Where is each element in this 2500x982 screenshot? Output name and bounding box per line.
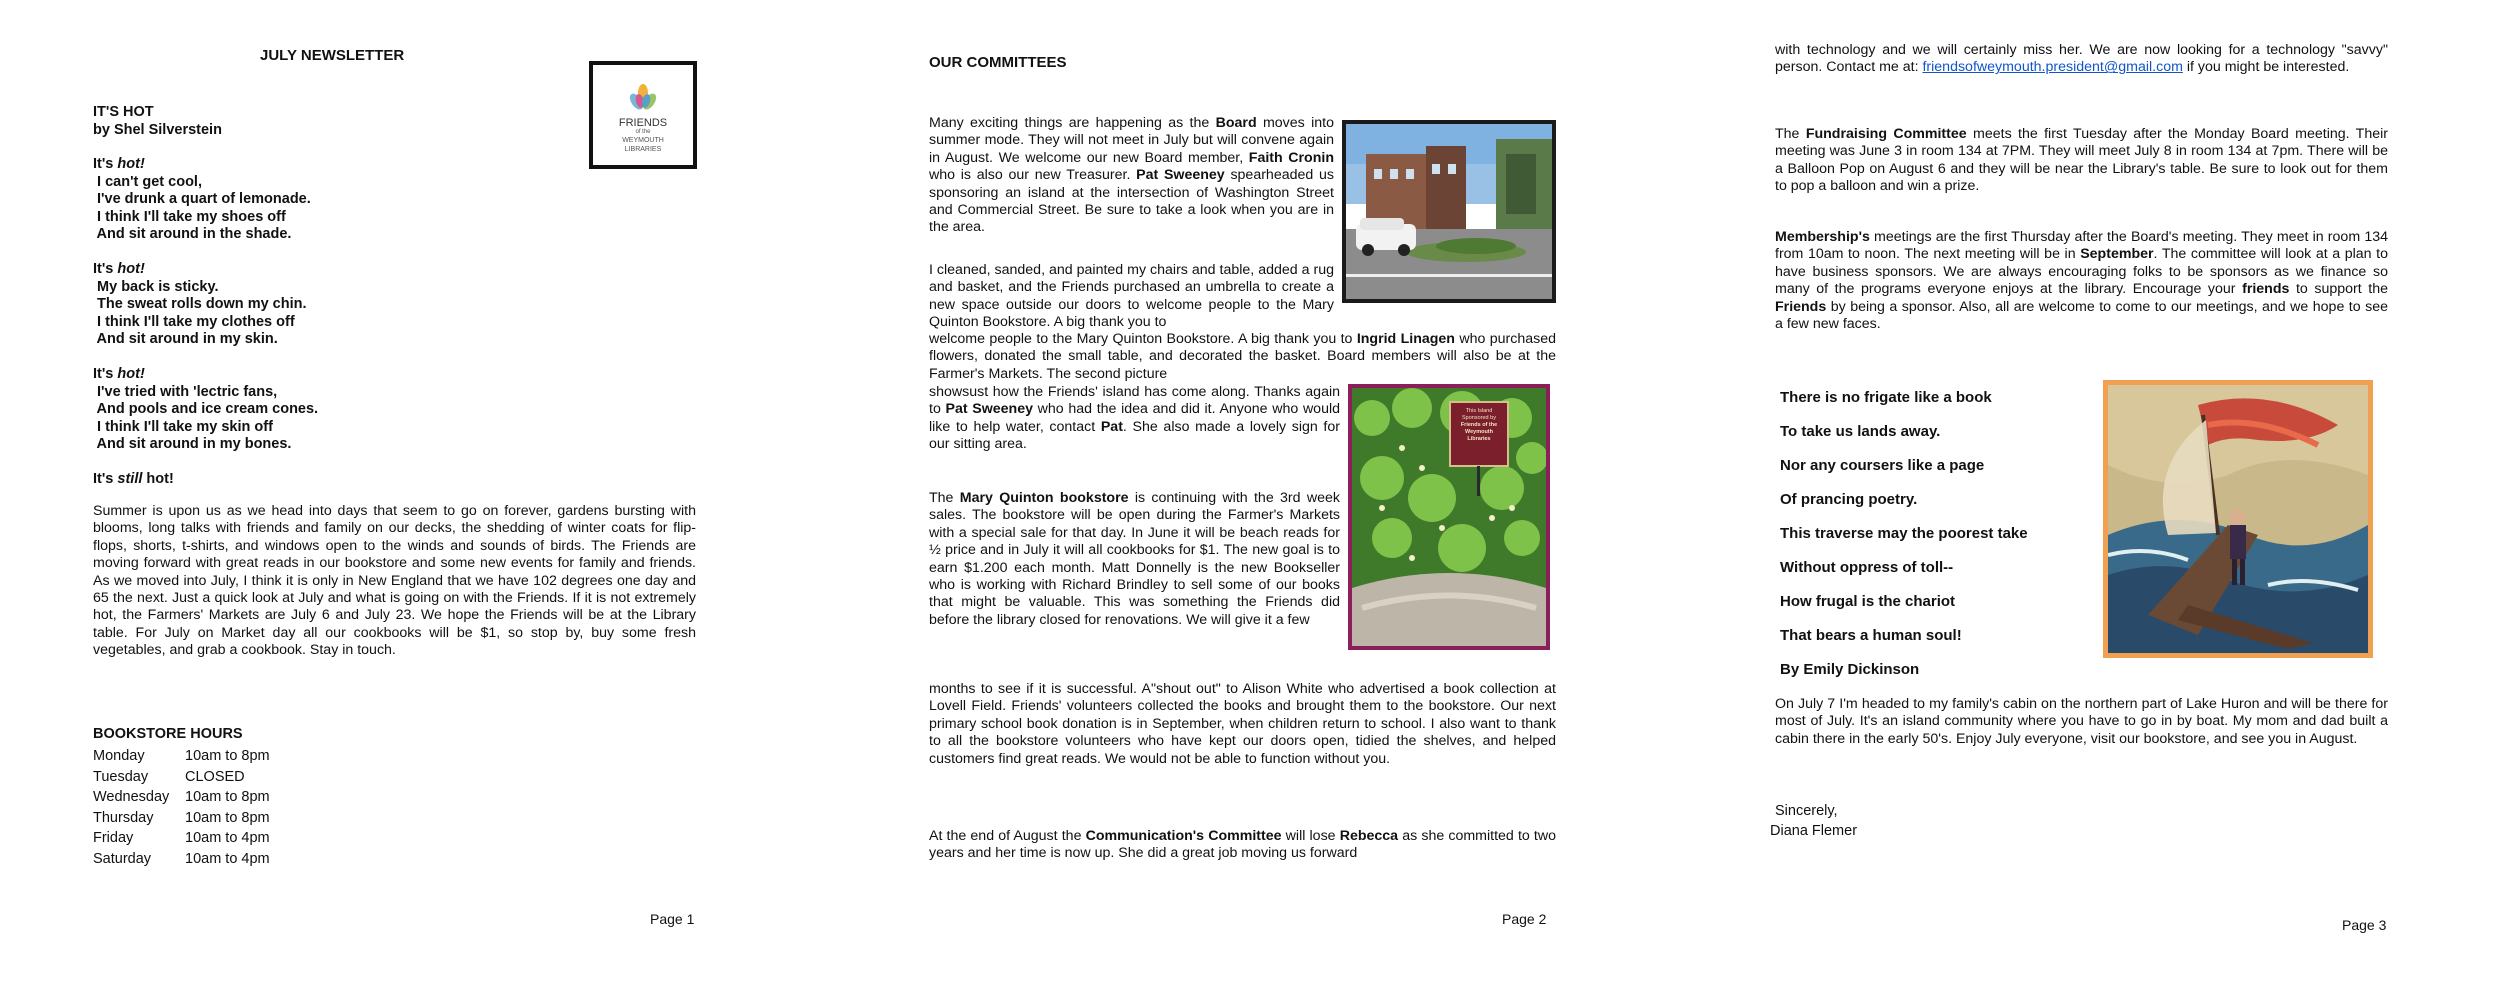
dickinson-poem: [1780, 381, 2100, 687]
board-paragraph-b-mid: welcome people to the Mary Quinton Bookstore. A big thank you to Ingrid Linagen who purchased flowers, donated the small table, and decorated the basket. Board members will also be at the Farmer's Markets. The second picture: [929, 331, 1556, 382]
poem-header: [93, 104, 222, 139]
email-link[interactable]: friendsofweymouth.president@gmail.com: [1922, 59, 2183, 76]
flower-island-photo: [1348, 384, 1550, 650]
logo-text-weymouth: WEYMOUTH: [622, 137, 664, 144]
poem-line: I've tried with 'lectric fans,: [93, 383, 278, 400]
island-sign: This Island Sponsored by Friends of the Weymouth Libraries: [1460, 408, 1498, 442]
page-number: Page 2: [1502, 911, 1547, 927]
signer-name: Diana Flemer: [1770, 823, 1858, 839]
board-paragraph-b-top: I cleaned, sanded, and painted my chairs and table, added a rug and basket, and the Friends purchased an umbrella to create a new space outside our doors to welcome people to the Mary Quinton Bookstore. A big thank you to: [929, 262, 1334, 331]
poem-line: Of prancing poetry.: [1780, 491, 1918, 508]
poem-line: And pools and ice cream cones.: [93, 401, 319, 417]
poem-line: Nor any coursers like a page: [1780, 457, 1985, 474]
poem-line: Without oppress of toll--: [1780, 559, 1954, 576]
newsletter-title: JULY NEWSLETTER: [260, 47, 405, 64]
poem-author: By Emily Dickinson: [1780, 661, 1920, 678]
poem-line: I can't get cool,: [93, 173, 202, 190]
closing-paragraph: On July 7 I'm headed to my family's cabin on the northern part of Lake Huron and will be there for most of July. It's an island community where you have to go in by boat. My mom and dad built a cabin there in the early 50's. Enjoy July everyone, visit our bookstore, and see you in August.: [1775, 696, 2388, 747]
poem-author: by Shel Silverstein: [93, 121, 222, 138]
poem-line: How frugal is the chariot: [1780, 593, 1956, 610]
poem-line: I've drunk a quart of lemonade.: [93, 191, 311, 207]
logo-text-of-the: of the: [635, 129, 651, 135]
hours-table: [93, 746, 353, 869]
page-2: [929, 0, 1556, 982]
page-1: [93, 0, 703, 982]
poem-line: And sit around in the shade.: [93, 226, 292, 242]
signoff: Sincerely,: [1775, 803, 1838, 819]
committees-title: OUR COMMITTEES: [929, 54, 1067, 71]
poem-stanza-3: It's hot! I've tried with 'lectric fans, And pools and ice cream cones. I think I'll take my skin off And sit around in my bones.: [93, 366, 453, 454]
hours-row: Tuesday CLOSED: [93, 768, 245, 785]
hours-row: Saturday 10am to 4pm: [93, 850, 270, 867]
poem-stanza-1: It's hot! I can't get cool, I've drunk a quart of lemonade. I think I'll take my shoes off And sit around in the shade.: [93, 156, 453, 244]
street-island-photo: [1342, 120, 1556, 303]
hours-row: Thursday 10am to 8pm: [93, 809, 270, 826]
logo-text-libraries: LIBRARIES: [624, 146, 662, 153]
board-paragraph-a: Many exciting things are happening as the Board moves into summer mode. They will not meet in July but will convene again in August. We welcome our new Board member, Faith Cronin who is also our new Treasurer. Pat Sweeney spearheaded us sponsoring an island at the intersection of Washington Street and Commercial Street. Be sure to take a look when you are in the area.: [929, 115, 1335, 236]
membership-paragraph: Membership's meetings are the first Thursday after the Board's meeting. They meet in room 134 from 10am to noon. The next meeting will be in September. The committee will look at a plan to have business sponsors. We are always encouraging folks to be sponsors as we finance so many of the programs everyone enjoys at the library. Encourage your friends to support the Friends by being a sponsor. Also, all are welcome to come to our meetings, and we hope to see a few new faces.: [1775, 229, 2389, 333]
page-number: Page 3: [2342, 917, 2387, 933]
fundraising-paragraph: The Fundraising Committee meets the first Tuesday after the Monday Board meeting. Their meeting was June 3 in room 134 at 7PM. They will meet July 8 in room 134 at 7pm. There will be a Balloon Pop on August 6 and they will be near the Library's table. Be sure to look out for them to pop a balloon and win a prize.: [1775, 126, 2388, 195]
bookstore-paragraph-top: The Mary Quinton bookstore is continuing with the 3rd week sales. The bookstore will be open during the Farmer's Markets with a special sale for that day. In June it will be beach reads for ½ price and in July it will all cookbooks for $1. The new goal is to earn $1.200 each month. Matt Donnelly is the new Bookseller who is working with Richard Brindley to sell some of our books that might be valuable. This was something the Friends did before the library closed for renovations. We will give it a few: [929, 490, 1340, 628]
poem-line: I think I'll take my clothes off: [93, 313, 295, 330]
poem-line: And sit around in my bones.: [93, 436, 292, 452]
poem-line: I think I'll take my skin off: [93, 418, 273, 435]
poem-line: My back is sticky.: [93, 278, 219, 295]
page-number: Page 1: [650, 911, 695, 927]
summer-paragraph: Summer is upon us as we head into days that seem to go on forever, gardens bursting with blooms, long talks with friends and family on our decks, the shedding of winter coats for flip-flops, shorts, t-shirts, and windows open to the winds and sounds of birds. The Friends are moving forward with great reads in our bookstore and some new events for family and friends. As we moved into July, I think it is only in New England that we have 102 degrees one day and 65 the next. Just a quick look at July and what is going on with the Friends. If it is not extremely hot, the Farmers' Markets are July 6 and July 23. We hope the Friends will be at the Library table. For July on Market day all our cookbooks will be $1, so stop by, buy some fresh vegetables, and grab a cookbook. Stay in touch.: [93, 503, 696, 659]
bookstore-paragraph-bottom: months to see if it is successful. A"shout out" to Alison White who advertised a book collection at Lovell Field. Friends' volunteers collected the books and brought them to the bookstore. Our next primary school book donation is in September, when children return to school. I also want to thank to all the bookstore volunteers who have kept our doors open, tidied the shelves, and helped customers find great reads. We would not be able to function without you.: [929, 681, 1556, 767]
friends-logo: [589, 61, 697, 169]
communications-continued: with technology and we will certainly miss her. We are now looking for a technology "savvy" person. Contact me at: friendsofweymouth.president@gmail.com if you might be interested.: [1775, 42, 2388, 76]
poem-line: And sit around in my skin.: [93, 331, 278, 347]
board-paragraph-b-bottom: showsust how the Friends' island has come along. Thanks again to Pat Sweeney who had the idea and did it. Anyone who would like to help water, contact Pat. She also made a lovely sign for our sitting area.: [929, 384, 1341, 453]
poem-line: There is no frigate like a book: [1780, 389, 1992, 406]
page-3: [1770, 0, 2390, 982]
poem-title: IT'S HOT: [93, 104, 154, 120]
ship-painting: [2103, 380, 2373, 658]
poem-stanza-2: It's hot! My back is sticky. The sweat rolls down my chin. I think I'll take my clothes off And sit around in my skin.: [93, 261, 453, 349]
signature-block: [1770, 801, 1858, 841]
poem-line: The sweat rolls down my chin.: [93, 296, 307, 312]
poem-line: I think I'll take my shoes off: [93, 208, 286, 225]
poem-line: To take us lands away.: [1780, 423, 1941, 440]
hours-title: BOOKSTORE HOURS: [93, 726, 243, 742]
communications-paragraph: At the end of August the Communication's Committee will lose Rebecca as she committed to two years and her time is now up. She did a great job moving us forward: [929, 828, 1557, 862]
poem-line: This traverse may the poorest take: [1780, 525, 2028, 542]
hours-row: Monday 10am to 8pm: [93, 748, 270, 764]
hours-row: Friday 10am to 4pm: [93, 830, 270, 846]
poem-line: That bears a human soul!: [1780, 627, 1962, 644]
hours-row: Wednesday 10am to 8pm: [93, 789, 270, 805]
logo-text-friends: FRIENDS: [618, 117, 668, 129]
poem-final-line: It's still hot!: [93, 471, 174, 487]
